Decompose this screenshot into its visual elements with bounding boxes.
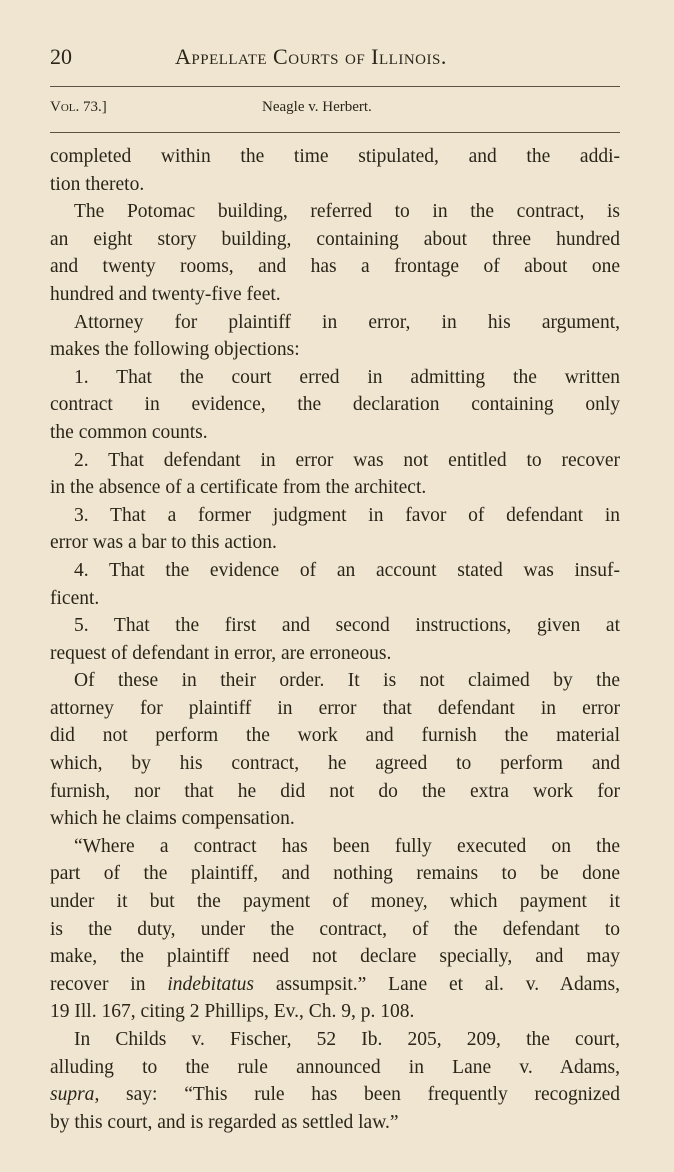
- line-text: did not perform the work and furnish the material: [50, 725, 620, 747]
- body-text: [50, 143, 620, 1136]
- text-line: [50, 943, 620, 971]
- line-text: hundred and twenty-five feet.: [50, 283, 281, 305]
- line-text: 2. That defendant in error was not entitled to recover: [74, 449, 620, 471]
- text-line: [50, 722, 620, 750]
- text-line: [50, 971, 620, 999]
- line-text: alluding to the rule announced in Lane v. Adams,: [50, 1056, 620, 1078]
- line-text: tion thereto.: [50, 173, 145, 195]
- line-text: ficent.: [50, 587, 100, 609]
- line-text: which, by his contract, he agreed to perform and: [50, 753, 620, 775]
- text-line: [50, 998, 620, 1026]
- line-text: is the duty, under the contract, of the defendant to: [50, 918, 620, 940]
- text-line: [50, 750, 620, 778]
- line-text: 4. That the evidence of an account stated was insuf-: [74, 559, 620, 581]
- text-line: [50, 612, 620, 640]
- line-text: make, the plaintiff need not declare specially, and may: [50, 946, 620, 968]
- line-text: In Childs v. Fischer, 52 Ib. 205, 209, the court,: [74, 1029, 620, 1050]
- text-line: [50, 419, 620, 447]
- running-title: Appellate Courts of Illinois.: [175, 44, 447, 69]
- line-text: assumpsit.” Lane et al. v. Adams,: [254, 973, 620, 995]
- text-line: [50, 253, 620, 281]
- italic-text: supra: [50, 1084, 95, 1106]
- line-text: recover in: [50, 973, 168, 995]
- text-line: [50, 171, 620, 199]
- header-rule-bottom: [50, 132, 620, 133]
- text-line: [50, 860, 620, 888]
- line-text: attorney for plaintiff in error that defendant in error: [50, 697, 620, 719]
- text-line: [50, 281, 620, 309]
- line-text: and twenty rooms, and has a frontage of about one: [50, 256, 620, 278]
- line-text: completed within the time stipulated, and the addi-: [50, 146, 620, 167]
- line-text: “Where a contract has been fully executed on the: [74, 835, 620, 857]
- line-text: Of these in their order. It is not claimed by the: [74, 670, 620, 692]
- line-text: an eight story building, containing about three hundred: [50, 228, 620, 250]
- text-line: [50, 667, 620, 695]
- line-text: error was a bar to this action.: [50, 532, 277, 554]
- line-text: the common counts.: [50, 421, 208, 443]
- case-name: Neagle v. Herbert.: [262, 99, 372, 115]
- line-text: furnish, nor that he did not do the extra work for: [50, 780, 620, 802]
- line-text: part of the plaintiff, and nothing remains to be done: [50, 863, 620, 885]
- line-text: by this court, and is regarded as settled law.”: [50, 1111, 399, 1133]
- line-text: 5. That the first and second instructions, given at: [74, 615, 620, 637]
- text-line: [50, 585, 620, 613]
- line-text: under it but the payment of money, which payment it: [50, 891, 620, 913]
- text-line: [50, 143, 620, 171]
- text-line: [50, 474, 620, 502]
- line-text: Attorney for plaintiff in error, in his argument,: [74, 311, 620, 333]
- text-line: [50, 916, 620, 944]
- text-line: [50, 1026, 620, 1054]
- line-text: 19 Ill. 167, citing 2 Phillips, Ev., Ch. 9, p. 108.: [50, 1001, 415, 1023]
- volume-label: Vol. 73.]: [50, 99, 107, 115]
- text-line: [50, 805, 620, 833]
- text-line: [50, 888, 620, 916]
- line-text: in the absence of a certificate from the architect.: [50, 477, 427, 499]
- text-line: [50, 1054, 620, 1082]
- line-text: 3. That a former judgment in favor of defendant in: [74, 504, 620, 526]
- text-line: [50, 336, 620, 364]
- text-line: [50, 778, 620, 806]
- line-text: , say: “This rule has been frequently recognized: [94, 1084, 620, 1106]
- line-text: 1. That the court erred in admitting the written: [74, 366, 620, 388]
- italic-text: indebitatus: [167, 973, 255, 995]
- text-line: [50, 833, 620, 861]
- text-line: [50, 695, 620, 723]
- line-text: contract in evidence, the declaration containing only: [50, 394, 620, 416]
- text-line: [50, 226, 620, 254]
- text-line: [50, 640, 620, 668]
- text-line: [50, 447, 620, 475]
- text-line: [50, 502, 620, 530]
- text-line: [50, 391, 620, 419]
- line-text: request of defendant in error, are erroneous.: [50, 642, 392, 664]
- line-text: The Potomac building, referred to in the contract, is: [74, 201, 620, 223]
- text-line: [50, 198, 620, 226]
- text-line: [50, 557, 620, 585]
- header-rule-top: [50, 86, 620, 87]
- line-text: which he claims compensation.: [50, 808, 295, 830]
- text-line: [50, 529, 620, 557]
- text-line: [50, 364, 620, 392]
- text-line: [50, 1109, 620, 1137]
- text-line: [50, 1081, 620, 1109]
- text-line: [50, 309, 620, 337]
- page-number: 20: [50, 44, 72, 69]
- line-text: makes the following objections:: [50, 339, 300, 361]
